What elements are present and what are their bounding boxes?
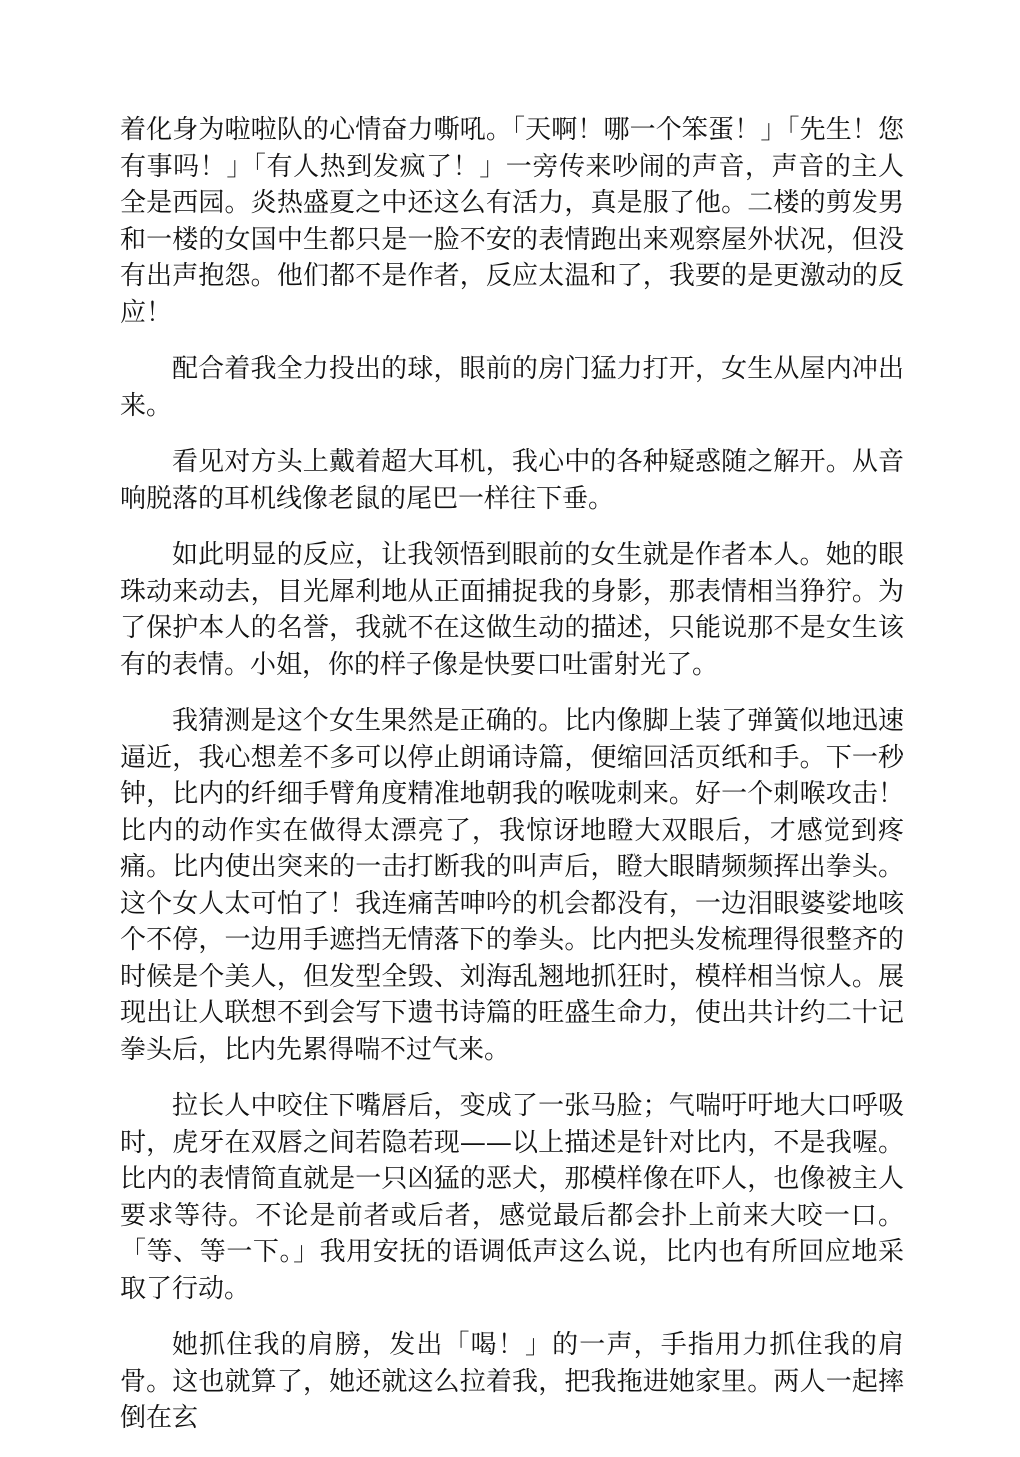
paragraph-3: 看见对方头上戴着超大耳机，我心中的各种疑惑随之解开。从音响脱落的耳机线像老鼠的尾巴一样往下垂。 xyxy=(120,447,904,514)
paragraph-5: 我猜测是这个女生果然是正确的。比内像脚上装了弹簧似地迅速逼近，我心想差不多可以停止朗诵诗篇，便缩回活页纸和手。下一秒钟，比内的纤细手臂角度精准地朝我的喉咙刺来。好一个刺喉攻击！比内的动作实在做得太漂亮了，我惊讶地瞪大双眼后，才感觉到疼痛。比内使出突来的一击打断我的叫声后，瞪大眼睛频频挥出拳头。这个女人太可怕了！我连痛苦呻吟的机会都没有，一边泪眼婆娑地咳个不停，一边用手遮挡无情落下的拳头。比内把头发梳理得很整齐的时候是个美人，但发型全毁、刘海乱翘地抓狂时，模样相当惊人。展现出让人联想不到会写下遗书诗篇的旺盛生命力，使出共计约二十记拳头后，比内先累得喘不过气来。 xyxy=(120,706,904,1065)
paragraph-7: 她抓住我的肩膀，发出「喝！」的一声，手指用力抓住我的肩骨。这也就算了，她还就这么拉着我，把我拖进她家里。两人一起摔倒在玄 xyxy=(120,1330,904,1433)
paragraph-6: 拉长人中咬住下嘴唇后，变成了一张马脸；气喘吁吁地大口呼吸时，虎牙在双唇之间若隐若现——以上描述是针对比内，不是我喔。比内的表情简直就是一只凶猛的恶犬，那模样像在吓人，也像被主人要求等待。不论是前者或后者，感觉最后都会扑上前来大咬一口。「等、等一下。」我用安抚的语调低声这么说，比内也有所回应地采取了行动。 xyxy=(120,1091,904,1304)
paragraph-2: 配合着我全力投出的球，眼前的房门猛力打开，女生从屋内冲出来。 xyxy=(120,354,904,421)
paragraph-1: 着化身为啦啦队的心情奋力嘶吼。「天啊！哪一个笨蛋！」「先生！您有事吗！」「有人热到发疯了！」一旁传来吵闹的声音，声音的主人全是西园。炎热盛夏之中还这么有活力，真是服了他。二楼的剪发男和一楼的女国中生都只是一脸不安的表情跑出来观察屋外状况，但没有出声抱怨。他们都不是作者，反应太温和了，我要的是更激动的反应！ xyxy=(120,115,904,328)
paragraph-4: 如此明显的反应，让我领悟到眼前的女生就是作者本人。她的眼珠动来动去，目光犀利地从正面捕捉我的身影，那表情相当狰狞。为了保护本人的名誉，我就不在这做生动的描述，只能说那不是女生该有的表情。小姐，你的样子像是快要口吐雷射光了。 xyxy=(120,540,904,680)
body-text xyxy=(120,112,904,1457)
